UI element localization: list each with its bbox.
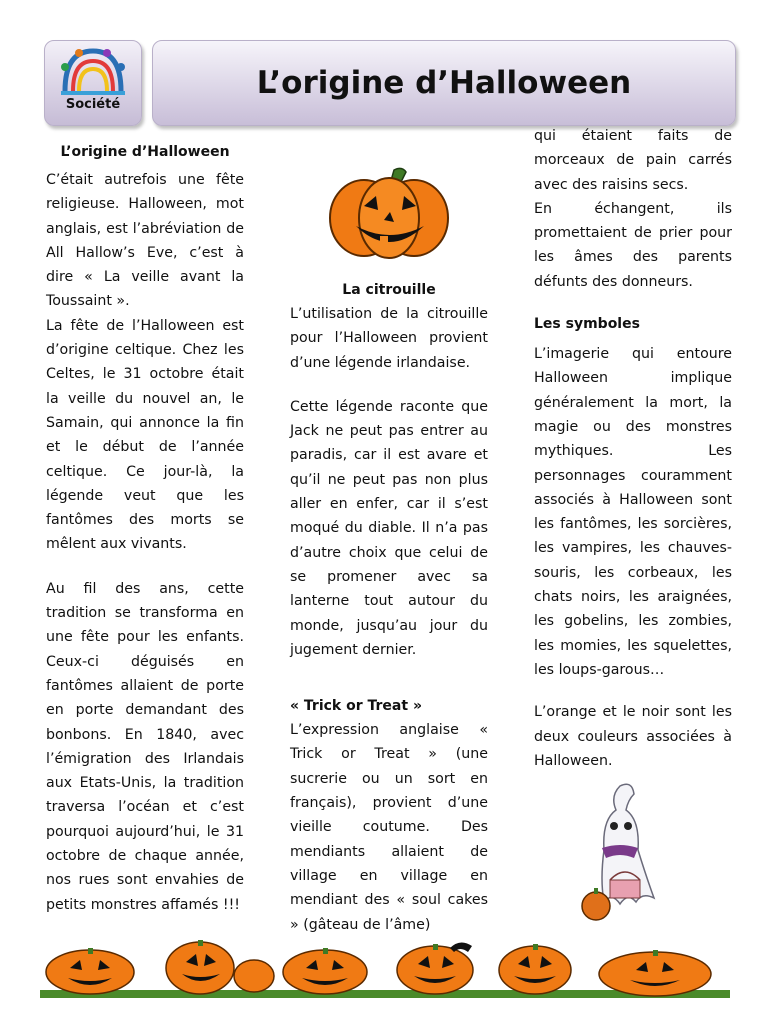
- paragraph-origin-1: C’était autrefois une fête religieuse. Halloween, mot anglais, est l’abréviation de All Hallow’s Eve, c’est à dire « La veille avant la Toussaint ».: [46, 172, 244, 310]
- paragraph-soul-cakes-2: En échangent, ils promettaient de prier pour les âmes des parents défunts des donneurs.: [534, 200, 732, 290]
- paragraph-pumpkin-1: L’utilisation de la citrouille pour l’Halloween provient d’une légende irlandaise.: [290, 306, 488, 371]
- children-circle-icon: [55, 45, 131, 99]
- pumpkin-border-decoration: [40, 938, 730, 1000]
- jack-o-lantern-icon: [324, 166, 454, 262]
- paragraph-trick-or-treat: L’expression anglaise « Trick or Treat » (une sucrerie ou un sort en français), provient d’une vieille coutume. Des mendiants allaient de village en village en mendiant des « soul cakes » (gâteau de l’âme): [290, 722, 488, 933]
- paragraph-origin-3: Au fil des ans, cette tradition se transforma en une fête pour les enfants. Ceux-ci déguisés en fantômes allaient de porte en porte demandant des bonbons. En 1840, avec l’émigration des Irlandais aux Etats-Unis, la tradition traversa l’océan et c’est pourquoi aujourd’hui, le 31 octobre de chaque année, nos rues sont envahies de petits monstres affamés !!!: [46, 580, 244, 913]
- heading-pumpkin: La citrouille: [342, 282, 436, 298]
- page-title: L’origine d’Halloween: [256, 65, 632, 101]
- heading-trick-or-treat: « Trick or Treat »: [290, 698, 422, 715]
- paragraph-pumpkin-2: Cette légende raconte que Jack ne peut pas entrer au paradis, car il est avare et qu’il ne peut pas non plus aller en enfer, car il s’est moqué du diable. Il n’a pas d’autre choix que celui de se promener avec sa lanterne tout autour du monde, jusqu’au jour du jugement dernier.: [290, 398, 488, 658]
- column-2: [290, 278, 488, 937]
- paragraph-soul-cakes-1: qui étaient faits de morceaux de pain carrés avec des raisins secs.: [534, 128, 732, 193]
- ghost-icon: [580, 780, 666, 926]
- column-1: [46, 140, 244, 917]
- section-label: Société: [65, 97, 121, 112]
- paragraph-symbols-2: L’orange et le noir sont les deux couleurs associées à Halloween.: [534, 704, 732, 769]
- heading-origin: L’origine d’Halloween: [60, 144, 230, 160]
- title-banner: [152, 40, 736, 126]
- section-logo-box: [44, 40, 142, 126]
- heading-symbols: Les symboles: [534, 316, 640, 333]
- paragraph-origin-2: La fête de l’Halloween est d’origine celtique. Chez les Celtes, le 31 octobre était la veille du nouvel an, le Samain, qui annonce la fin et le début de l’année celtique. Ce jour-là, la légende veut que les fantômes des morts se mêlent aux vivants.: [46, 317, 244, 553]
- column-3: [534, 124, 732, 773]
- paragraph-symbols-1: L’imagerie qui entoure Halloween implique généralement la mort, la magie ou des monstres mythiques. Les personnages couramment associés à Halloween sont les fantômes, les sorcières, les vampires, les chauves-souris, les corbeaux, les chats noirs, les araignées, les gobelins, les zombies, les momies, les squelettes, les loups-garous…: [534, 346, 732, 678]
